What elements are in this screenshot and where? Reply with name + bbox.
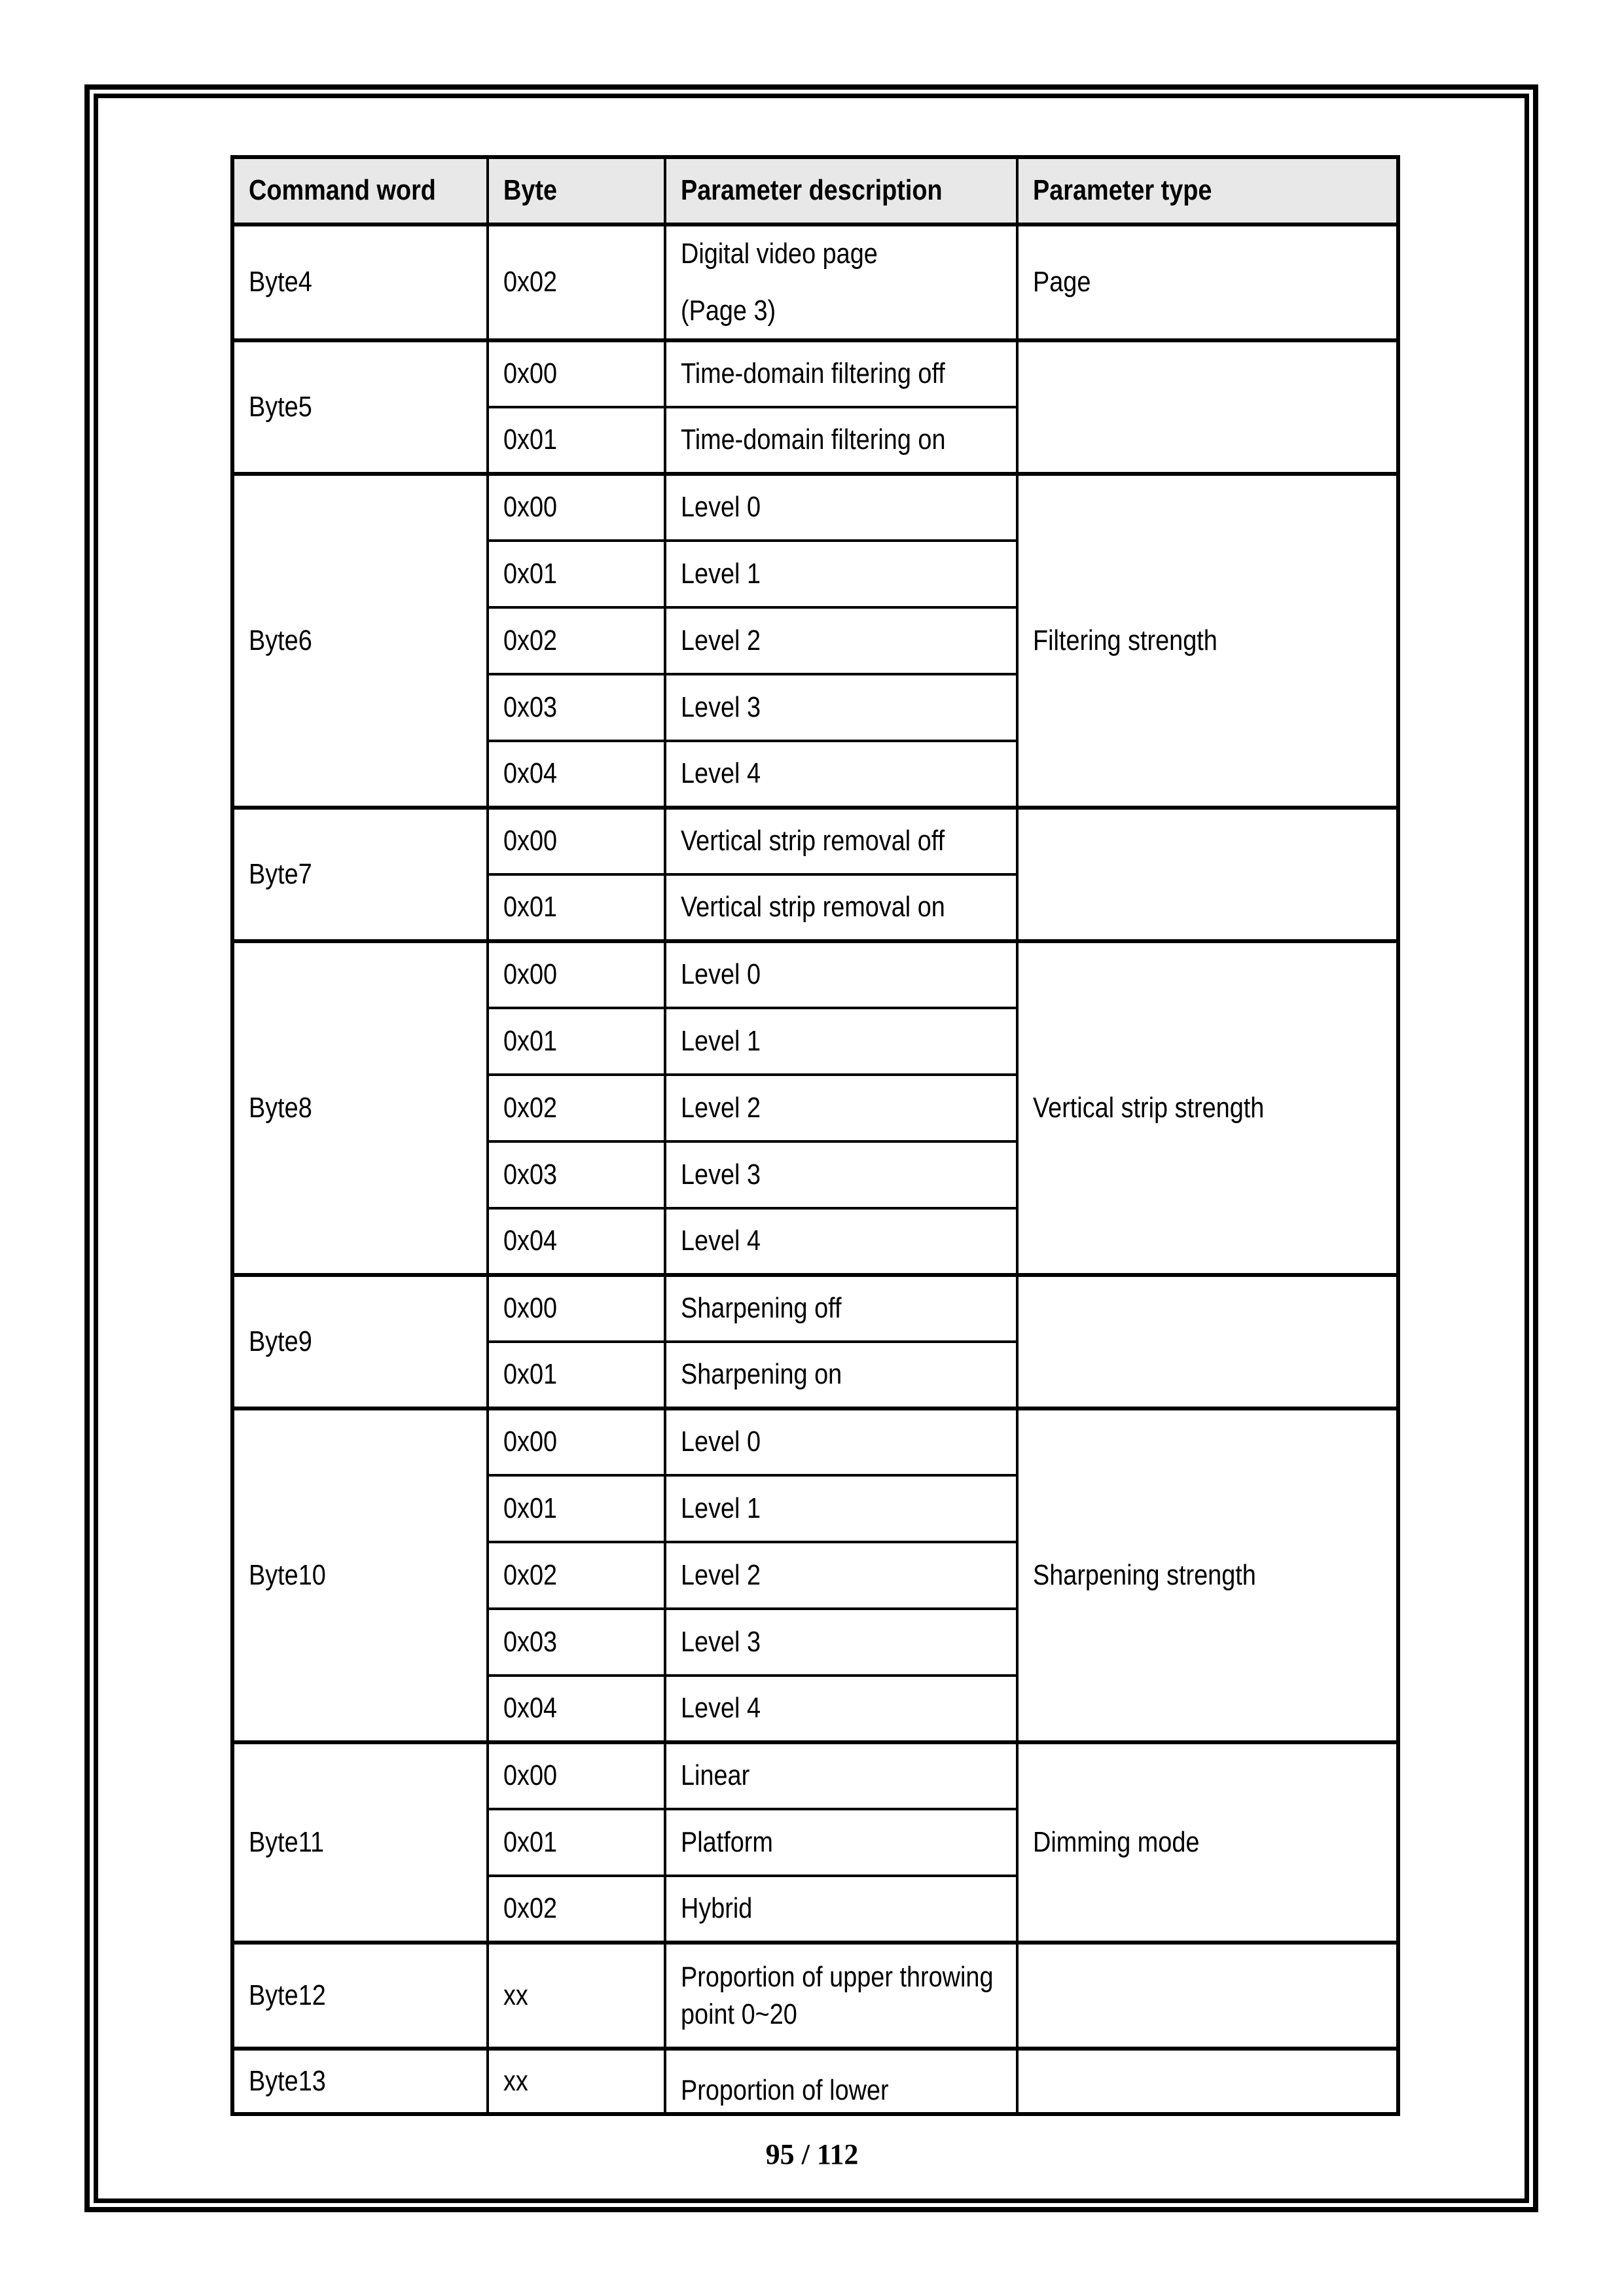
param-description-text: Hybrid [681,1892,753,1925]
header-parameter-type-label: Parameter type [1033,174,1212,207]
byte-text: 0x00 [503,825,558,857]
command-word-cell [232,1408,488,1742]
param-description-text [681,238,878,327]
byte-cell [488,1008,665,1075]
byte-text: 0x01 [503,1492,558,1524]
byte-cell [488,1742,665,1809]
byte-cell [488,674,665,741]
param-description-cell [665,1075,1017,1141]
param-description-text: Level 3 [681,691,761,723]
param-description-text: Vertical strip removal on [681,891,945,924]
param-description-cell [665,1141,1017,1208]
param-type-cell [1017,941,1398,1275]
param-description-cell [665,1609,1017,1676]
param-description-cell [665,607,1017,674]
param-description-cell [665,874,1017,941]
byte-cell [488,1542,665,1609]
table-row [232,2049,1398,2114]
byte-text: 0x00 [503,357,558,390]
table-row [232,474,1398,541]
byte-cell [488,1075,665,1141]
byte-cell [488,1943,665,2049]
byte-text: 0x04 [503,1225,558,1257]
command-word-text: Byte10 [249,1558,326,1591]
byte-text: 0x01 [503,891,558,924]
param-description-cell [665,1809,1017,1876]
table-row [232,1742,1398,1809]
param-description-text: Level 4 [681,757,761,790]
command-word-cell [232,2049,488,2114]
byte-cell [488,474,665,541]
description-line-2: (Page 3) [681,294,776,327]
param-description-cell [665,1876,1017,1943]
byte-text: 0x04 [503,1692,558,1725]
byte-cell [488,1141,665,1208]
byte-cell [488,941,665,1008]
byte-text: 0x01 [503,1825,558,1858]
param-type-cell [1017,808,1398,941]
param-description-text: Level 1 [681,1492,761,1524]
byte-cell [488,741,665,808]
byte-cell [488,224,665,340]
param-description-cell [665,541,1017,607]
command-word-cell [232,1943,488,2049]
byte-cell [488,1876,665,1943]
param-description-cell [665,407,1017,474]
param-description-cell [665,1475,1017,1542]
byte-text: 0x00 [503,1292,558,1325]
byte-cell [488,340,665,407]
byte-text: 0x00 [503,1759,558,1792]
command-word-text: Byte13 [249,2064,326,2097]
param-type-cell [1017,1943,1398,2049]
command-word-text: Byte6 [249,624,312,656]
param-type-cell [1017,224,1398,340]
byte-text: 0x03 [503,691,558,723]
param-description-text: Proportion of upper throwing point 0~20 [681,1960,994,2030]
param-description-text: Level 0 [681,1426,761,1458]
command-word-cell [232,224,488,340]
command-word-cell [232,1275,488,1408]
header-byte-label: Byte [503,174,558,207]
header-parameter-description [665,157,1017,224]
param-description-text: Linear [681,1759,750,1792]
command-word-text: Byte5 [249,390,312,423]
command-word-text: Byte8 [249,1091,312,1124]
command-word-cell [232,474,488,808]
byte-text: 0x01 [503,557,558,590]
byte-text: xx [503,2064,528,2097]
param-description-cell [665,1943,1017,2049]
param-type-text: Page [1033,266,1091,298]
header-byte [488,157,665,224]
description-line-1: Digital video page [681,237,878,270]
byte-text: 0x02 [503,266,558,298]
table-header-row [232,157,1398,224]
byte-text: 0x00 [503,958,558,991]
byte-cell [488,1809,665,1876]
byte-cell [488,2049,665,2114]
table-row [232,808,1398,874]
param-description-text: Level 2 [681,624,761,656]
param-type-cell [1017,1275,1398,1408]
byte-cell [488,1609,665,1676]
param-description-cell [665,1408,1017,1475]
command-word-cell [232,340,488,474]
table-row [232,1408,1398,1475]
param-type-cell [1017,1742,1398,1943]
byte-text: 0x02 [503,624,558,656]
param-description-cell [665,1742,1017,1809]
header-parameter-type [1017,157,1398,224]
param-type-cell [1017,474,1398,808]
param-description-text: Proportion of lower [681,2073,889,2106]
param-description-cell [665,941,1017,1008]
header-command-word [232,157,488,224]
param-description-text: Level 0 [681,958,761,991]
param-description-text: Level 1 [681,1024,761,1057]
param-description-text: Level 2 [681,1558,761,1591]
param-description-text: Level 0 [681,491,761,524]
header-parameter-description-label: Parameter description [681,174,943,207]
param-type-text: Filtering strength [1033,624,1218,656]
byte-text: 0x01 [503,1024,558,1057]
byte-text: 0x03 [503,1625,558,1658]
command-word-text: Byte7 [249,857,312,890]
command-word-cell [232,941,488,1275]
byte-cell [488,1275,665,1342]
command-parameter-table [230,155,1400,2116]
param-description-text: Platform [681,1825,773,1858]
param-description-text: Level 2 [681,1091,761,1124]
param-description-text: Sharpening off [681,1292,842,1325]
param-description-text: Level 3 [681,1158,761,1191]
param-description-text: Sharpening on [681,1358,842,1391]
param-description-cell [665,224,1017,340]
param-description-cell [665,1542,1017,1609]
param-description-cell [665,1275,1017,1342]
param-type-cell [1017,2049,1398,2114]
byte-text: 0x03 [503,1158,558,1191]
param-description-cell [665,1676,1017,1742]
param-description-cell [665,741,1017,808]
byte-cell [488,607,665,674]
param-description-cell [665,808,1017,874]
byte-text: 0x04 [503,757,558,790]
command-word-cell [232,1742,488,1943]
param-description-text: Time-domain filtering on [681,423,946,456]
param-description-cell [665,474,1017,541]
byte-cell [488,808,665,874]
byte-cell [488,1342,665,1408]
byte-cell [488,1676,665,1742]
param-type-cell [1017,340,1398,474]
command-word-cell [232,808,488,941]
byte-cell [488,407,665,474]
byte-text: xx [503,1979,528,2011]
param-description-cell [665,1008,1017,1075]
byte-cell [488,1475,665,1542]
param-type-text: Sharpening strength [1033,1558,1256,1591]
byte-cell [488,1208,665,1275]
command-word-text: Byte9 [249,1325,312,1357]
table-row [232,1943,1398,2049]
param-description-text: Level 1 [681,557,761,590]
param-type-text: Dimming mode [1033,1825,1200,1858]
table-row [232,224,1398,340]
param-description-cell [665,1208,1017,1275]
byte-text: 0x02 [503,1558,558,1591]
byte-cell [488,541,665,607]
byte-text: 0x02 [503,1892,558,1925]
page-number: 95 / 112 [765,2138,859,2170]
byte-cell [488,1408,665,1475]
param-description-cell [665,340,1017,407]
param-description-text: Level 3 [681,1625,761,1658]
command-word-text: Byte4 [249,266,312,298]
table-row [232,340,1398,407]
byte-text: 0x00 [503,491,558,524]
command-word-text: Byte12 [249,1979,326,2011]
table-row [232,941,1398,1008]
table-row [232,1275,1398,1342]
param-type-cell [1017,1408,1398,1742]
byte-cell [488,874,665,941]
command-word-text: Byte11 [249,1825,324,1858]
byte-text: 0x01 [503,423,558,456]
byte-text: 0x02 [503,1091,558,1124]
param-description-cell [665,674,1017,741]
param-description-text: Time-domain filtering off [681,357,945,390]
param-description-cell [665,2049,1017,2114]
param-description-text: Level 4 [681,1225,761,1257]
param-description-text: Vertical strip removal off [681,825,945,857]
param-type-text: Vertical strip strength [1033,1091,1265,1124]
param-description-text: Level 4 [681,1692,761,1725]
header-command-word-label: Command word [249,174,436,207]
byte-text: 0x00 [503,1426,558,1458]
param-description-cell [665,1342,1017,1408]
byte-text: 0x01 [503,1358,558,1391]
